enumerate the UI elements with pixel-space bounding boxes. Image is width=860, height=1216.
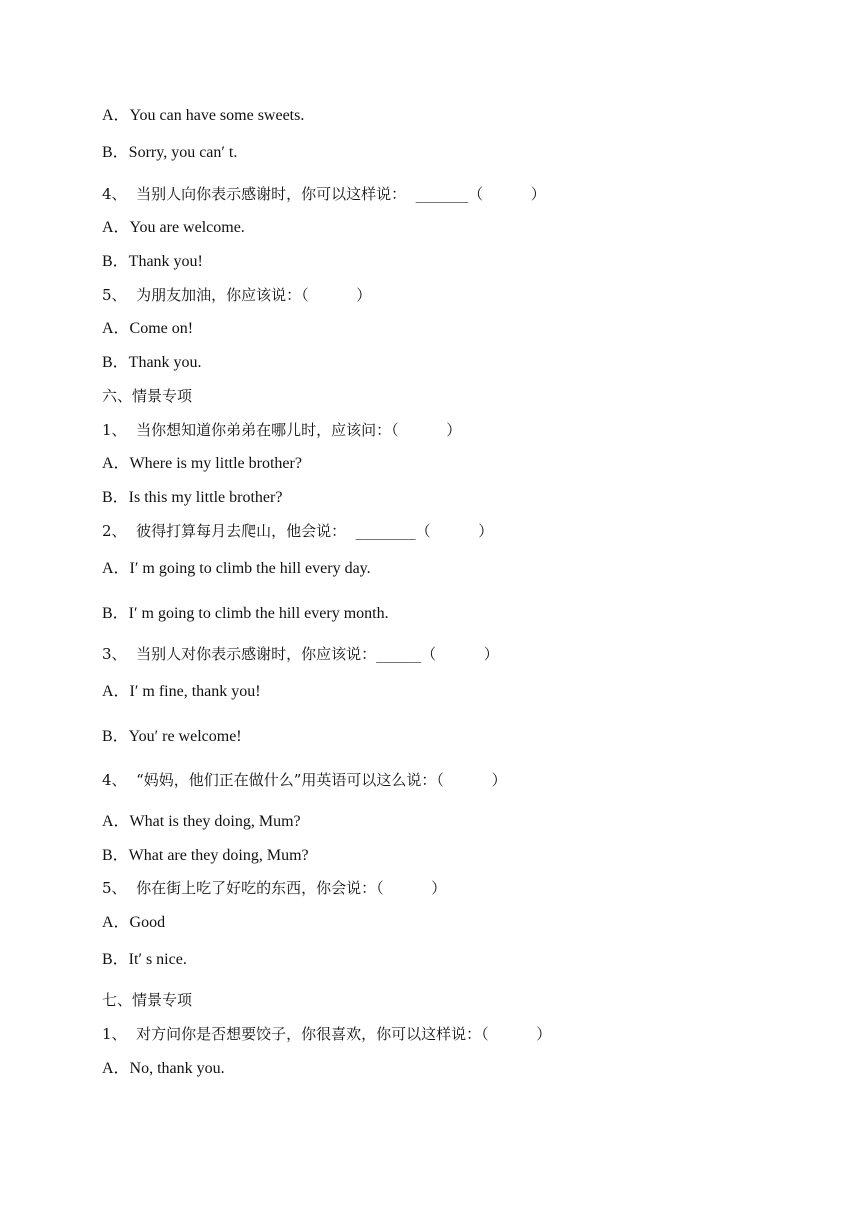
option-b-every-month: B．I′ m going to climb the hill every month. (102, 605, 389, 622)
question-4-thanks: 4、 当别人向你表示感谢时，你可以这样说： _______（ ） (102, 185, 546, 203)
option-a-welcome: A．You are welcome. (102, 219, 245, 236)
option-a-come-on: A．Come on! (102, 320, 194, 337)
question-4-mum: 4、 “妈妈，他们正在做什么”用英语可以这么说：（ ） (102, 771, 507, 789)
option-b-what-are: B．What are they doing, Mum? (102, 847, 309, 864)
option-a-what-is: A．What is they doing, Mum? (102, 813, 301, 830)
option-b-thank-you: B．Thank you! (102, 253, 203, 270)
section-heading-6: 六、情景专项 (102, 387, 193, 405)
question-1-dumplings: 1、 对方问你是否想要饺子，你很喜欢，你可以这样说：（ ） (102, 1025, 552, 1043)
option-b-sorry: B．Sorry, you can′ t. (102, 144, 238, 161)
question-3-thanks: 3、 当别人对你表示感谢时，你应该说：______（ ） (102, 645, 499, 663)
option-b-is-this: B．Is this my little brother? (102, 489, 283, 506)
question-5-cheer: 5、 为朋友加油，你应该说：（ ） (102, 286, 372, 304)
option-b-nice: B．It′ s nice. (102, 951, 187, 968)
question-1-brother: 1、 当你想知道你弟弟在哪儿时，应该问：（ ） (102, 421, 462, 439)
question-5-food: 5、 你在街上吃了好吃的东西，你会说：（ ） (102, 879, 447, 897)
option-b-welcome: B．You′ re welcome! (102, 728, 242, 745)
option-a-fine: A．I′ m fine, thank you! (102, 683, 261, 700)
option-a-no-thanks: A．No, thank you. (102, 1060, 225, 1077)
section-heading-7: 七、情景专项 (102, 991, 193, 1009)
option-b-thank-you: B．Thank you. (102, 354, 202, 371)
option-a-sweets: A．You can have some sweets. (102, 107, 305, 124)
option-a-good: A．Good (102, 914, 166, 931)
question-2-climb: 2、 彼得打算每月去爬山，他会说： ________（ ） (102, 522, 494, 540)
option-a-every-day: A．I′ m going to climb the hill every day. (102, 560, 371, 577)
option-a-where: A．Where is my little brother? (102, 455, 302, 472)
